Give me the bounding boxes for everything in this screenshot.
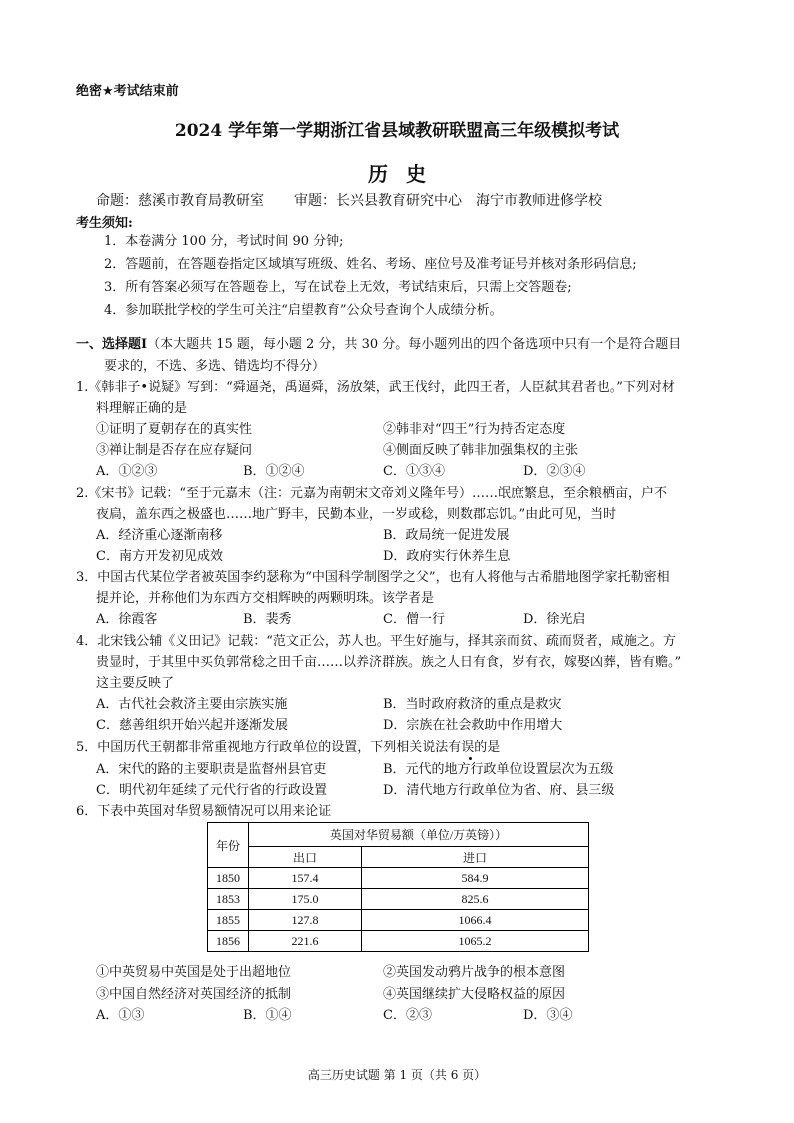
- q5-option-d: D．清代地方行政单位为省、府、县三级: [383, 783, 615, 798]
- section-desc-2: 要求的，不选、多选、错选均不得分）: [104, 359, 326, 374]
- q1-option-a: A．①②③: [96, 464, 158, 479]
- notice-item: 1．本卷满分 100 分，考试时间 90 分钟;: [104, 234, 344, 249]
- q3-option-b: B．裴秀: [243, 612, 292, 627]
- table-row: [208, 868, 589, 889]
- q5-text-post: 的是: [474, 740, 501, 755]
- year-cell: 1850: [208, 868, 249, 889]
- section-heading-line: [76, 337, 681, 353]
- notice-item: 2．答题前，在答题卷指定区域填写班级、姓名、考场、座位号及准考证号并核对条形码信息;: [104, 257, 637, 272]
- q1-statement: ④侧面反映了韩非加强集权的主张: [383, 443, 579, 458]
- exam-title: 2024 学年第一学期浙江省县域教研联盟高三年级模拟考试: [174, 121, 620, 141]
- trade-table: [207, 822, 589, 952]
- q5-option-c: C．明代初年延续了元代行省的行政设置: [96, 783, 327, 798]
- year-header: 年份: [208, 823, 249, 868]
- notice-item: 3．所有答案必须写在答题卷上，写在试卷上无效，考试结束后，只需上交答题卷;: [104, 280, 572, 295]
- q6-statement: ③中国自然经济对英国经济的抵制: [96, 987, 292, 1002]
- export-cell: 127.8: [249, 910, 362, 931]
- q1-option-c: C．①③④: [383, 464, 445, 479]
- q4-option-c: C．慈善组织开始兴起并逐渐发展: [96, 718, 288, 733]
- section-heading: 一、选择题Ⅰ: [76, 337, 148, 352]
- table-row: [208, 889, 589, 910]
- q6-option-b: B．①④: [243, 1008, 292, 1023]
- question-3-cont: 提并论，并称他们为东西方交相辉映的两颗明珠。该学者是: [96, 591, 435, 606]
- setter: 命题：慈溪市教育局教研室: [96, 193, 264, 209]
- confidential-label: 绝密★考试结束前: [76, 84, 179, 99]
- q5-option-a: A．宋代的路的主要职责是监督州县官吏: [96, 762, 327, 777]
- import-header: 进口: [362, 847, 589, 868]
- question-6: 6．下表中英国对华贸易额情况可以用来论证: [76, 804, 332, 819]
- notice-heading: 考生须知:: [76, 216, 133, 231]
- year-cell: 1855: [208, 910, 249, 931]
- subject-title: 历史: [368, 162, 444, 186]
- question-4: 4．北宋钱公辅《义田记》记载：“范文正公，苏人也。平生好施与，择其亲而贫、疏而贤者，咸施之。方: [76, 634, 676, 649]
- import-cell: 584.9: [362, 868, 589, 889]
- question-4-cont2: 这主要反映了: [96, 676, 175, 691]
- q1-statement: ②韩非对“四王”行为持否定态度: [383, 422, 566, 437]
- q5-emphasis: 误: [461, 740, 475, 755]
- import-cell: 825.6: [362, 889, 589, 910]
- q1-option-d: D．②③④: [523, 464, 586, 479]
- reviewer: 审题：长兴县教育研究中心 海宁市教师进修学校: [294, 193, 602, 209]
- import-cell: 1066.4: [362, 910, 589, 931]
- q6-option-a: A．①③: [96, 1008, 145, 1023]
- q4-option-d: D．宗族在社会救助中作用增大: [383, 718, 563, 733]
- export-cell: 175.0: [249, 889, 362, 910]
- emphasis-dot: [469, 757, 472, 760]
- export-header: 出口: [249, 847, 362, 868]
- q3-option-d: D．徐光启: [523, 612, 586, 627]
- question-1: 1.《韩非子•说疑》写到：“舜逼尧，禹逼舜，汤放桀，武王伐纣，此四王者，人臣弑其君者也。”下列对材: [76, 380, 675, 395]
- question-3: 3．中国古代某位学者被英国李约瑟称为“中国科学制图学之父”，也有人将他与古希腊地图学家托勒密相: [76, 570, 670, 585]
- question-2-cont: 夜扃，盖东西之极盛也……地广野丰，民勤本业，一岁或稔，则数郡忘饥。”由此可见，当时: [96, 507, 617, 522]
- section-desc: （本大题共 15 题，每小题 2 分，共 30 分。每小题列出的四个备选项中只有一个是符合题目: [147, 337, 682, 352]
- q1-option-b: B．①②④: [243, 464, 305, 479]
- table-row: [208, 931, 589, 952]
- import-cell: 1065.2: [362, 931, 589, 952]
- q1-statement: ③禅让制是否存在应存疑问: [96, 443, 253, 458]
- question-1-cont: 料理解正确的是: [96, 401, 188, 416]
- q5-option-b: B．元代的地方行政单位设置层次为五级: [383, 762, 614, 777]
- table-row: [208, 910, 589, 931]
- q2-option-d: D．政府实行休养生息: [383, 549, 511, 564]
- export-cell: 157.4: [249, 868, 362, 889]
- q2-option-c: C．南方开发初见成效: [96, 549, 223, 564]
- export-cell: 221.6: [249, 931, 362, 952]
- q6-statement: ④英国继续扩大侵略权益的原因: [383, 987, 566, 1002]
- q5-text-pre: 5．中国历代王朝都非常重视地方行政单位的设置，下列相关说法有: [76, 740, 462, 755]
- year-cell: 1853: [208, 889, 249, 910]
- q4-option-a: A．古代社会救济主要由宗族实施: [96, 697, 288, 712]
- q2-option-a: A．经济重心逐渐南移: [96, 528, 223, 543]
- q6-option-c: C．②③: [383, 1008, 432, 1023]
- q4-option-b: B．当时政府救济的重点是救灾: [383, 697, 562, 712]
- page-footer: 高三历史试题 第 1 页（共 6 页）: [307, 1068, 487, 1082]
- q1-statement: ①证明了夏朝存在的真实性: [96, 422, 253, 437]
- question-5: [76, 740, 500, 756]
- q2-option-b: B．政局统一促进发展: [383, 528, 510, 543]
- notice-item: 4．参加联批学校的学生可关注“启望教育”公众号查询个人成绩分析。: [104, 303, 503, 318]
- year-cell: 1856: [208, 931, 249, 952]
- group-header: 英国对华贸易额（单位/万英镑））: [249, 823, 589, 847]
- question-2: 2.《宋书》记载：“至于元嘉末（注：元嘉为南朝宋文帝刘义隆年号）……氓庶繁息，至余粮栖亩，户不: [76, 486, 668, 501]
- q6-statement: ①中英贸易中英国是处于出超地位: [96, 965, 292, 980]
- q6-option-d: D．③④: [523, 1008, 573, 1023]
- authors-line: [96, 190, 602, 210]
- q3-option-c: C．僧一行: [383, 612, 445, 627]
- q3-option-a: A．徐霞客: [96, 612, 158, 627]
- question-4-cont: 贵显时，于其里中买负郭常稔之田千亩……以养济群族。族之人日有食，岁有衣，嫁娶凶葬，皆有赡。”: [96, 655, 682, 670]
- q6-statement: ②英国发动鸦片战争的根本意图: [383, 965, 566, 980]
